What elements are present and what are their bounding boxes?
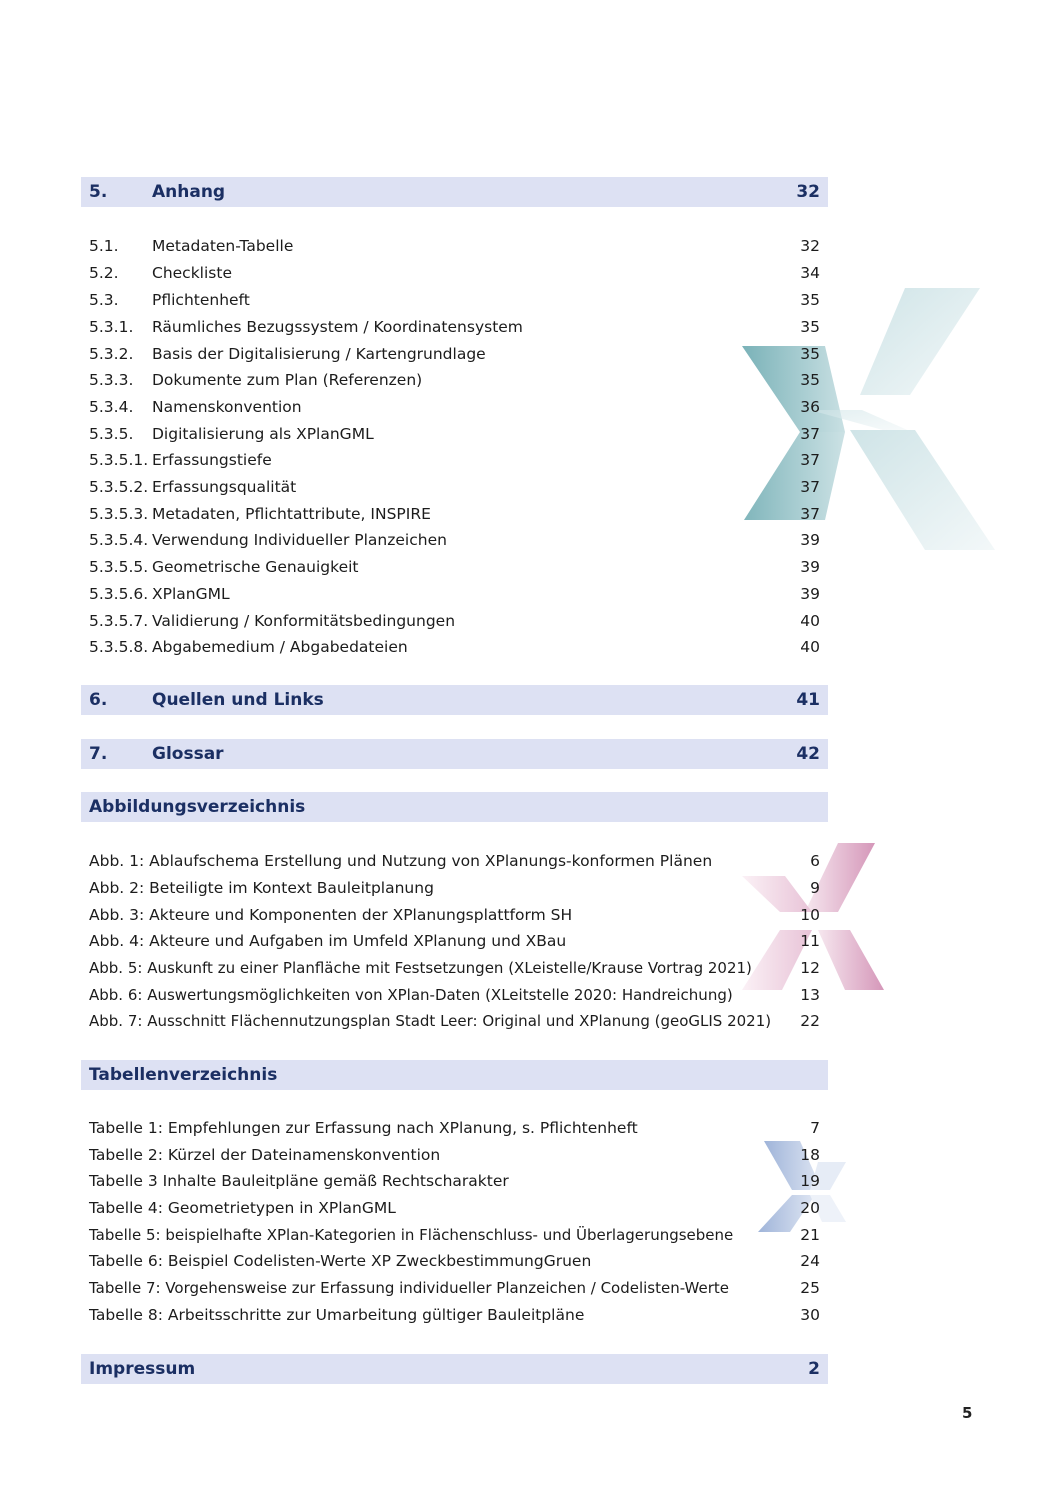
section-number: 5.: [89, 182, 108, 202]
entry-page: 35: [800, 371, 820, 389]
entry-title: Basis der Digitalisierung / Kartengrundlage: [152, 345, 486, 363]
entry-page: 34: [800, 264, 820, 282]
entry-number: 5.3.2.: [89, 345, 134, 363]
table-entry[interactable]: [81, 1302, 828, 1329]
entry-page: 39: [800, 531, 820, 549]
entry-title: Erfassungstiefe: [152, 451, 272, 469]
entry-title: Abb. 5: Auskunft zu einer Planfläche mit Festsetzungen (XLeistelle/Krause Vortrag 2021): [89, 959, 752, 977]
toc-entry[interactable]: [81, 421, 828, 448]
entry-number: 5.3.5.2.: [89, 478, 149, 496]
entry-title: Tabelle 4: Geometrietypen in XPlanGML: [89, 1199, 396, 1217]
entry-page: 35: [800, 318, 820, 336]
toc-entry[interactable]: [81, 501, 828, 528]
entry-page: 6: [810, 852, 820, 870]
entry-page: 39: [800, 558, 820, 576]
entry-title: Abb. 7: Ausschnitt Flächennutzungsplan Stadt Leer: Original und XPlanung (geoGLIS 2021): [89, 1012, 772, 1030]
toc-figures-header[interactable]: [81, 792, 828, 822]
entry-page: 35: [800, 345, 820, 363]
toc-section-6-header[interactable]: [81, 685, 828, 715]
entry-page: 32: [800, 237, 820, 255]
section-page: 42: [796, 744, 820, 764]
toc-entry[interactable]: [81, 287, 828, 314]
section-title: Tabellenverzeichnis: [89, 1065, 278, 1085]
entry-page: 7: [810, 1119, 820, 1137]
entry-page: 9: [810, 879, 820, 897]
entry-title: Validierung / Konformitätsbedingungen: [152, 612, 456, 630]
entry-number: 5.3.5.1.: [89, 451, 149, 469]
entry-title: Pflichtenheft: [152, 291, 250, 309]
entry-page: 37: [800, 425, 820, 443]
entry-page: 24: [800, 1252, 820, 1270]
entry-page: 35: [800, 291, 820, 309]
entry-title: Metadaten, Pflichtattribute, INSPIRE: [152, 505, 431, 523]
toc-tables-header[interactable]: [81, 1060, 828, 1090]
entry-number: 5.2.: [89, 264, 119, 282]
toc-section-5-header[interactable]: [81, 177, 828, 207]
section-page: 32: [796, 182, 820, 202]
section-page: 2: [808, 1359, 820, 1379]
table-entry[interactable]: [81, 1168, 828, 1195]
entry-page: 12: [800, 959, 820, 977]
table-entry[interactable]: [81, 1248, 828, 1275]
toc-entry[interactable]: [81, 260, 828, 287]
entry-number: 5.3.5.3.: [89, 505, 149, 523]
toc-entry[interactable]: [81, 367, 828, 394]
entry-number: 5.3.1.: [89, 318, 134, 336]
table-entry[interactable]: [81, 1275, 828, 1302]
entry-number: 5.3.: [89, 291, 119, 309]
figure-entry[interactable]: [81, 848, 828, 875]
entry-page: 37: [800, 478, 820, 496]
section-title: Abbildungsverzeichnis: [89, 797, 306, 817]
section-page: 41: [796, 690, 820, 710]
toc-entry[interactable]: [81, 233, 828, 260]
entry-title: Digitalisierung als XPlanGML: [152, 425, 374, 443]
section-title: Quellen und Links: [152, 690, 324, 710]
toc-entry[interactable]: [81, 314, 828, 341]
entry-number: 5.3.5.8.: [89, 638, 149, 656]
entry-title: Abb. 2: Beteiligte im Kontext Bauleitplanung: [89, 879, 434, 897]
entry-title: Erfassungsqualität: [152, 478, 297, 496]
page-number: 5: [962, 1404, 973, 1422]
entry-title: Dokumente zum Plan (Referenzen): [152, 371, 423, 389]
entry-number: 5.3.3.: [89, 371, 134, 389]
entry-page: 18: [800, 1146, 820, 1164]
section-number: 6.: [89, 690, 108, 710]
entry-number: 5.3.5.6.: [89, 585, 149, 603]
entry-title: Abb. 6: Auswertungsmöglichkeiten von XPlan-Daten (XLeitstelle 2020: Handreichung): [89, 986, 733, 1004]
toc-entry[interactable]: [81, 341, 828, 368]
entry-page: 37: [800, 451, 820, 469]
entry-title: Metadaten-Tabelle: [152, 237, 294, 255]
entry-title: Verwendung Individueller Planzeichen: [152, 531, 447, 549]
entry-title: Tabelle 5: beispielhafte XPlan-Kategorien in Flächenschluss- und Überlagerungsebene: [89, 1226, 734, 1244]
toc-entry[interactable]: [81, 554, 828, 581]
entry-title: Tabelle 7: Vorgehensweise zur Erfassung individueller Planzeichen / Codelisten-Werte: [89, 1279, 729, 1297]
entry-page: 20: [800, 1199, 820, 1217]
entry-number: 5.3.5.7.: [89, 612, 149, 630]
figure-entry[interactable]: [81, 982, 828, 1009]
entry-title: Räumliches Bezugssystem / Koordinatensystem: [152, 318, 523, 336]
section-title: Glossar: [152, 744, 224, 764]
entry-title: Abgabemedium / Abgabedateien: [152, 638, 408, 656]
figure-entry[interactable]: [81, 955, 828, 982]
entry-page: 10: [800, 906, 820, 924]
entry-title: Namenskonvention: [152, 398, 302, 416]
section-number: 7.: [89, 744, 108, 764]
entry-page: 37: [800, 505, 820, 523]
entry-page: 25: [800, 1279, 820, 1297]
entry-page: 21: [800, 1226, 820, 1244]
toc-entry[interactable]: [81, 581, 828, 608]
toc-entry[interactable]: [81, 634, 828, 661]
table-entry[interactable]: [81, 1115, 828, 1142]
section-title: Anhang: [152, 182, 226, 202]
entry-number: 5.1.: [89, 237, 119, 255]
entry-number: 5.3.4.: [89, 398, 134, 416]
entry-title: Tabelle 8: Arbeitsschritte zur Umarbeitung gültiger Bauleitpläne: [89, 1306, 585, 1324]
entry-title: Abb. 3: Akteure und Komponenten der XPlanungsplattform SH: [89, 906, 573, 924]
entry-title: Geometrische Genauigkeit: [152, 558, 359, 576]
figure-entry[interactable]: [81, 875, 828, 902]
entry-title: XPlanGML: [152, 585, 230, 603]
entry-page: 36: [800, 398, 820, 416]
toc-impressum-header[interactable]: [81, 1354, 828, 1384]
entry-title: Abb. 1: Ablaufschema Erstellung und Nutzung von XPlanungs-konformen Plänen: [89, 852, 713, 870]
entry-page: 11: [800, 932, 820, 950]
toc-entry[interactable]: [81, 527, 828, 554]
section-title: Impressum: [89, 1359, 196, 1379]
entry-number: 5.3.5.: [89, 425, 134, 443]
toc-entry[interactable]: [81, 608, 828, 635]
entry-title: Tabelle 2: Kürzel der Dateinamenskonvention: [89, 1146, 441, 1164]
entry-page: 19: [800, 1172, 820, 1190]
entry-title: Tabelle 1: Empfehlungen zur Erfassung nach XPlanung, s. Pflichtenheft: [89, 1119, 638, 1137]
toc-entry[interactable]: [81, 394, 828, 421]
entry-title: Checkliste: [152, 264, 232, 282]
entry-page: 40: [800, 638, 820, 656]
toc-section-7-header[interactable]: [81, 739, 828, 769]
table-entry[interactable]: [81, 1222, 828, 1249]
entry-page: 13: [800, 986, 820, 1004]
table-entry[interactable]: [81, 1142, 828, 1169]
figure-entry[interactable]: [81, 902, 828, 929]
entry-number: 5.3.5.4.: [89, 531, 149, 549]
figure-entry[interactable]: [81, 1008, 828, 1035]
toc-entry[interactable]: [81, 474, 828, 501]
entry-title: Abb. 4: Akteure und Aufgaben im Umfeld XPlanung und XBau: [89, 932, 567, 950]
entry-page: 39: [800, 585, 820, 603]
entry-page: 30: [800, 1306, 820, 1324]
figure-entry[interactable]: [81, 928, 828, 955]
entry-page: 40: [800, 612, 820, 630]
entry-number: 5.3.5.5.: [89, 558, 149, 576]
entry-title: Tabelle 6: Beispiel Codelisten-Werte XP ZweckbestimmungGruen: [89, 1252, 592, 1270]
table-entry[interactable]: [81, 1195, 828, 1222]
entry-page: 22: [800, 1012, 820, 1030]
toc-entry[interactable]: [81, 447, 828, 474]
entry-title: Tabelle 3 Inhalte Bauleitpläne gemäß Rechtscharakter: [89, 1172, 509, 1190]
